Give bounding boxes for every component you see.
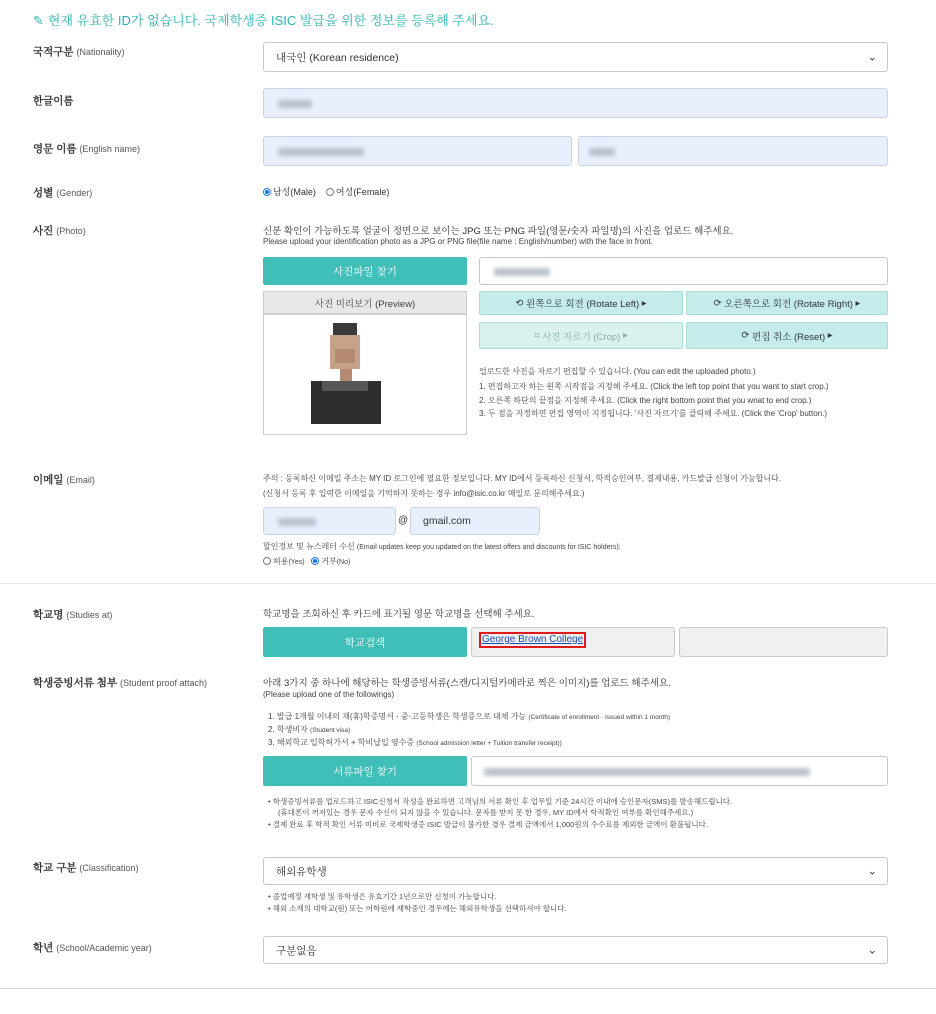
refresh-icon: ⟳ — [741, 330, 753, 341]
first-name-input[interactable] — [578, 136, 888, 166]
classification-label: 학교 구분 (Classification) — [33, 862, 139, 874]
korean-name-label: 한글이름 — [33, 95, 74, 107]
gender-male-radio[interactable]: 남성(Male) — [263, 187, 316, 197]
redacted-text — [494, 268, 550, 276]
photo-description-en: Please upload your identification photo as a JPG or PNG file(file name : English/number) with the face in front. — [263, 237, 653, 246]
rotate-left-button[interactable]: ⟲ 왼쪽으로 회전 (Rotate Left) ▸ — [479, 291, 683, 315]
email-note-2: (신청서 등록 후 입력한 이메일을 기억하지 못하는 경우 info@isic.co.kr 메일로 문의해주세요.) — [263, 489, 585, 498]
newsletter-no-radio[interactable]: 거부(No) — [311, 557, 350, 566]
gender-female-radio[interactable]: 여성(Female) — [326, 187, 389, 197]
divider — [0, 583, 936, 584]
photo-help-2: 2. 오른쪽 하단의 끝점을 지정해 주세요. (Click the right bottom point that you wnat to end crop.) — [479, 396, 812, 405]
classification-note-1: • 해외 소재의 대학교(원) 또는 어학원에 재학중인 경우에는 해외유학생을 선택하셔야 합니다. — [268, 903, 567, 914]
proof-item-1: 2. 학생비자 (Student visa) — [268, 725, 351, 734]
redacted-text — [484, 768, 810, 776]
person-photo-icon — [264, 315, 466, 434]
email-local-input[interactable] — [263, 507, 396, 535]
redacted-text — [589, 148, 615, 156]
email-note-1: 주의 : 등록하신 이메일 주소는 MY ID 로그인에 필요한 정보입니다. MY ID에서 등록하신 신청서, 학적승인여부, 결제내용, 카드발급 신청이 가능합니다. — [263, 474, 782, 483]
proof-description-en: (Please upload one of the followings) — [263, 690, 395, 699]
newsletter-radios — [263, 556, 350, 567]
notice-banner — [33, 10, 494, 29]
rotate-left-icon: ⟲ — [515, 297, 527, 309]
photo-filename-input[interactable] — [479, 257, 888, 285]
proof-description: 아래 3가지 중 하나에 해당하는 학생증빙서류(스캔/디지털카메라로 찍은 이미지)를 업로드 해주세요. — [263, 678, 671, 689]
crop-button[interactable]: ⌗ 사진 자르기 (Crop) ▸ — [479, 322, 683, 349]
school-description: 학교명을 조회하신 후 카드에 표기될 영문 학교명을 선택해 주세요. — [263, 609, 535, 620]
photo-preview — [263, 314, 467, 435]
last-name-input[interactable] — [263, 136, 572, 166]
pencil-square-icon: ✎ — [33, 13, 44, 28]
photo-label: 사진 (Photo) — [33, 225, 86, 237]
rotate-right-icon: ⟳ — [713, 297, 725, 309]
proof-note-1: (휴대폰이 꺼져있는 경우 문자 수신이 되지 않을 수 있습니다. 문자를 받지 못 한 경우, MY ID에서 학적확인 여부를 확인해주세요.) — [278, 808, 694, 817]
proof-item-0: 1. 발급 1개월 이내의 재(휴)학증명서 · 중·고등학생은 학생증으로 대체 가능 (Certificate of enrollment · Issued within 1 month) — [268, 712, 671, 721]
proof-find-button[interactable]: 서류파일 찾기 — [263, 756, 467, 786]
nationality-label: 국적구분 (Nationality) — [33, 46, 125, 58]
english-name-label: 영문 이름 (English name) — [33, 143, 140, 155]
chevron-down-icon: ⌄ — [867, 944, 877, 957]
year-label: 학년 (School/Academic year) — [33, 942, 152, 954]
korean-name-input[interactable] — [263, 88, 888, 118]
chevron-down-icon: ⌄ — [867, 865, 877, 878]
school-label: 학교명 (Studies at) — [33, 609, 113, 621]
nationality-select[interactable] — [263, 42, 888, 72]
proof-note-2: • 결제 완료 후 학적 확인 서류 미비로 국제학생증 ISIC 발급이 불가한 경우 결제 금액에서 1,000원의 수수료를 제외한 금액이 환불됩니다. — [268, 819, 708, 830]
proof-label: 학생증빙서류 첨부 (Student proof attach) — [33, 677, 208, 689]
notice-text: 현재 유효한 ID가 없습니다. 국제학생증 ISIC 발급을 위한 정보를 등록해 주세요. — [47, 13, 494, 28]
classification-note-0: • 졸업예정 재학생 및 유학생은 유효기간 1년으로만 신청이 가능합니다. — [268, 891, 496, 902]
proof-filename-input[interactable] — [471, 756, 888, 786]
reset-button[interactable]: ⟳ 편집 취소 (Reset) ▸ — [686, 322, 888, 349]
photo-help-3: 3. 두 점을 지정하면 편집 영역이 지정됩니다. '사진 자르기'를 클릭해 주세요. (Click the 'Crop' button.) — [479, 409, 828, 418]
year-select[interactable]: 구분없음 ⌄ — [263, 936, 888, 964]
photo-help-0: 업로드한 사진을 자르기 편집할 수 있습니다. (You can edit the uploaded photo.) — [479, 367, 756, 376]
classification-select[interactable]: 해외유학생 ⌄ — [263, 857, 888, 885]
photo-find-button[interactable]: 사진파일 찾기 — [263, 257, 467, 285]
email-label: 이메일 (Email) — [33, 474, 95, 486]
school-name-field[interactable] — [471, 627, 675, 657]
email-at-sign: @ — [398, 515, 409, 526]
redacted-text — [278, 148, 364, 156]
proof-note-0: • 학생증빙서류를 업로드하고 ISIC신청서 작성을 완료하면 고객님의 서류 확인 후 업무일 기준 24시간 이내에 승인문자(SMS)를 발송해드립니다. — [268, 796, 732, 807]
school-search-button[interactable]: 학교검색 — [263, 627, 467, 657]
redacted-text — [278, 518, 316, 526]
rotate-right-button[interactable]: ⟳ 오른쪽으로 회전 (Rotate Right) ▸ — [686, 291, 888, 315]
email-domain-input[interactable]: gmail.com — [410, 507, 540, 535]
school-extra-field[interactable] — [679, 627, 888, 657]
photo-help-1: 1. 편집하고자 하는 왼쪽 시작점을 지정해 주세요. (Click the left top point that you want to start crop.) — [479, 382, 829, 391]
photo-preview-header: 사진 미리보기 (Preview) — [263, 291, 467, 314]
newsletter-label: 할인정보 및 뉴스레터 수신 (Email updates keep you updated on the latest offers and discounts for ISIC holders): — [263, 542, 621, 551]
photo-description-ko: 신분 확인이 가능하도록 얼굴이 정면으로 보이는 JPG 또는 PNG 파일(영문/숫자 파일명)의 사진을 업로드 해주세요. — [263, 226, 734, 237]
proof-item-2: 3. 해외학교 입학허가서 + 학비납입 영수증 (School admission letter + Tuition transfer receipt)) — [268, 738, 562, 747]
gender-radios — [263, 185, 389, 198]
nationality-value: 내국인 (Korean residence) — [276, 51, 399, 64]
redacted-text — [278, 100, 312, 108]
gender-label: 성별 (Gender) — [33, 187, 93, 199]
chevron-down-icon: ⌄ — [867, 51, 877, 64]
crop-icon: ⌗ — [534, 330, 543, 341]
newsletter-yes-radio[interactable]: 허용(Yes) — [263, 557, 305, 566]
school-name-value: George Brown College — [482, 634, 584, 645]
bottom-divider — [0, 988, 936, 989]
